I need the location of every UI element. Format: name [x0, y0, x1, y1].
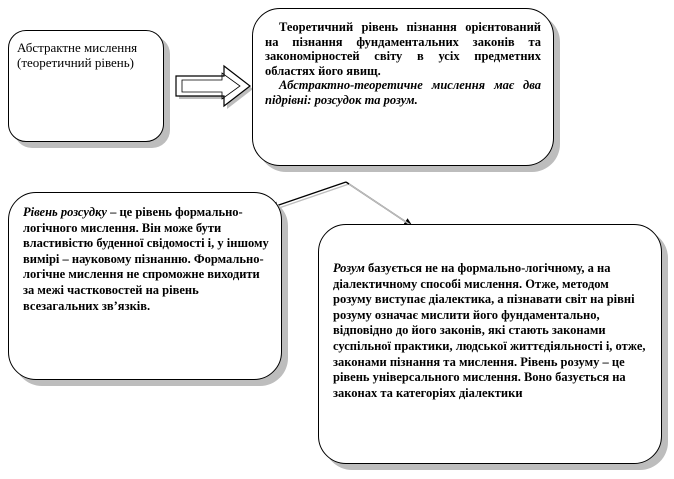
mind-level-term: Розум [333, 261, 365, 275]
mind-level-box [318, 224, 662, 464]
mind-level-paragraph [333, 261, 649, 401]
block-arrow-right [176, 66, 250, 106]
reason-level-term: Рівень розсудку [23, 205, 107, 219]
theoretical-level-box [252, 8, 554, 166]
reason-level-paragraph [23, 205, 269, 314]
reason-level-text: – це рівень формально-логічного мислення. Він може бути властивістю буденної свідомості і, у іншому вимірі – науковому пізнанню. Формально-логічне мислення не спроможне виходити за межі частковостей на рівень всезагальних зв’язків. [23, 205, 269, 313]
mind-level-text: базується не на формально-логічному, а на діалектичному способі мислення. Отже, методом розуму виступає діалектика, а пізнавати світ на рівні розуму означає мислити його фундаментально, відповідно до його законів, які стають законами суспільної практики, людської життєдіяльності і, отже, законами пізнання та мислення. Рівень розуму – це рівень універсального мислення. Воно базується на законах та категоріях діалектики [333, 261, 646, 400]
arrow-to-reason-level-shadow [273, 184, 349, 210]
theoretical-level-subtitle: Абстрактно-теоретичне мислення має два підрівні: розсудок та розум. [265, 78, 541, 107]
abstract-thinking-box [8, 30, 164, 142]
reason-level-box [8, 192, 282, 380]
arrow-to-reason-level [270, 182, 346, 208]
abstract-thinking-text: Абстрактне мислення (теоретичний рівень) [17, 40, 138, 70]
theoretical-level-text: Теоретичний рівень пізнання орієнтований на пізнання фундаментальних законів та закономірностей світу в усіх предметних областях його явищ. [265, 20, 541, 78]
arrow-to-mind-level-shadow [349, 184, 415, 228]
